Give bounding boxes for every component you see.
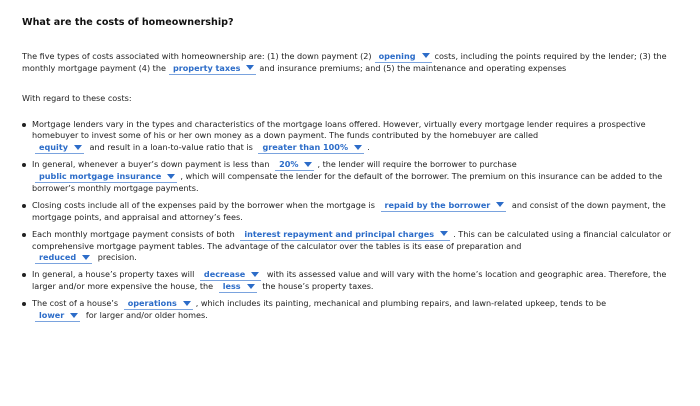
- dropdown-value: 20%: [279, 159, 299, 170]
- statement-text: In general, a house’s property taxes will: [32, 269, 195, 280]
- bullet-dot-icon: [22, 302, 26, 306]
- dropdown-value: repaid by the borrower: [384, 199, 491, 210]
- statement-text: the house’s property taxes.: [262, 281, 374, 292]
- statement-text: , which will compensate the lender for the default of the borrower. The premium on this insurance can be added to the borrower’s monthly mortgage payments.: [32, 171, 663, 194]
- dropdown-value: reduced: [39, 252, 77, 263]
- dropdown-closing-costs[interactable]: [375, 51, 432, 63]
- dropdown-value: property taxes: [172, 62, 241, 73]
- triangle-down-icon: [247, 284, 255, 289]
- intro-paragraph: [22, 51, 682, 75]
- statement-text: The cost of a house’s: [32, 298, 119, 309]
- statement-text: and result in a loan-to-value ratio that is: [89, 142, 253, 153]
- statement-text: Closing costs include all of the expenses paid by the borrower when the mortgage is: [32, 199, 375, 210]
- triangle-down-icon: [246, 65, 254, 70]
- dropdown-payment-components[interactable]: [240, 229, 450, 241]
- intro-text-3: and insurance premiums; and (5) the maintenance and operating expenses: [259, 62, 567, 73]
- intro-text-1: The five types of costs associated with homeownership are: (1) the down payment (2): [22, 50, 372, 61]
- triangle-down-icon: [167, 174, 175, 179]
- dropdown-value: opening: [378, 50, 416, 61]
- intro-text-2: costs, including the points required by the lender; (3) the monthly mortgage payment (4) the: [22, 50, 667, 73]
- dropdown-value: decrease: [203, 269, 246, 280]
- lead-text: With regard to these costs:: [22, 92, 132, 103]
- bullet-dot-icon: [22, 273, 26, 277]
- statement-text: for larger and/or older homes.: [85, 310, 208, 321]
- dropdown-closing-timing[interactable]: [381, 200, 507, 212]
- dropdown-value: greater than 100%: [262, 142, 349, 153]
- list-item: [22, 229, 682, 265]
- dropdown-precision[interactable]: [35, 252, 92, 264]
- triangle-down-icon: [496, 202, 504, 207]
- dropdown-down-payment-percent[interactable]: [275, 159, 314, 171]
- bullet-dot-icon: [22, 233, 26, 237]
- triangle-down-icon: [422, 53, 430, 58]
- triangle-down-icon: [304, 162, 312, 167]
- statement-text: . This can be calculated using a financial calculator or comprehensive mortgage payment tables. The advantage of the calculator over the tables is its ease of preparation and: [32, 228, 671, 251]
- triangle-down-icon: [70, 313, 78, 318]
- dropdown-value: less: [222, 281, 241, 292]
- triangle-down-icon: [251, 272, 259, 277]
- dropdown-house-cost-type[interactable]: [124, 298, 193, 310]
- dropdown-tax-direction[interactable]: [200, 269, 261, 281]
- statement-list: [22, 119, 682, 323]
- statement-text: with its assessed value and will vary with the home’s location and geographic area. Therefore, the larger and/or more expensive the house, the: [32, 269, 667, 292]
- statement-text: , which includes its painting, mechanical and plumbing repairs, and lawn-related upkeep, tends to be: [195, 298, 607, 309]
- statement-text: In general, whenever a buyer’s down payment is less than: [32, 159, 270, 170]
- dropdown-value: lower: [39, 310, 65, 321]
- dropdown-equity[interactable]: [35, 142, 84, 154]
- dropdown-upkeep-level[interactable]: [35, 310, 80, 322]
- list-item: [22, 269, 682, 293]
- dropdown-value: interest repayment and principal charges: [244, 228, 435, 239]
- list-item: [22, 159, 682, 195]
- statement-text: and consist of the down payment, the mortgage points, and appraisal and attorney’s fees.: [32, 199, 666, 222]
- triangle-down-icon: [74, 145, 82, 150]
- statement-text: Each monthly mortgage payment consists of both: [32, 228, 235, 239]
- triangle-down-icon: [82, 255, 90, 260]
- dropdown-value: operations: [127, 298, 177, 309]
- list-item: [22, 298, 682, 322]
- dropdown-tax-amount[interactable]: [219, 281, 257, 293]
- dropdown-value: public mortgage insurance: [39, 171, 162, 182]
- statement-text: Mortgage lenders vary in the types and characteristics of the mortgage loans offered. However, virtually every mortgage lender requires a prospective homebuyer to invest some of his or her own money as a down payment. The funds contributed by the homebuyer are called: [32, 118, 646, 141]
- dropdown-value: equity: [39, 142, 68, 153]
- triangle-down-icon: [183, 301, 191, 306]
- bullet-dot-icon: [22, 204, 26, 208]
- list-item: [22, 119, 682, 154]
- triangle-down-icon: [354, 145, 362, 150]
- dropdown-mortgage-insurance[interactable]: [35, 171, 177, 183]
- triangle-down-icon: [440, 231, 448, 236]
- statement-text: .: [367, 142, 370, 153]
- statement-text: precision.: [97, 252, 137, 263]
- dropdown-property-taxes[interactable]: [169, 63, 256, 75]
- question-title: What are the costs of homeownership?: [22, 17, 234, 28]
- bullet-dot-icon: [22, 163, 26, 167]
- list-item: [22, 200, 682, 224]
- dropdown-ltv-ratio[interactable]: [258, 142, 364, 154]
- bullet-dot-icon: [22, 123, 26, 127]
- statement-text: , the lender will require the borrower to purchase: [317, 159, 517, 170]
